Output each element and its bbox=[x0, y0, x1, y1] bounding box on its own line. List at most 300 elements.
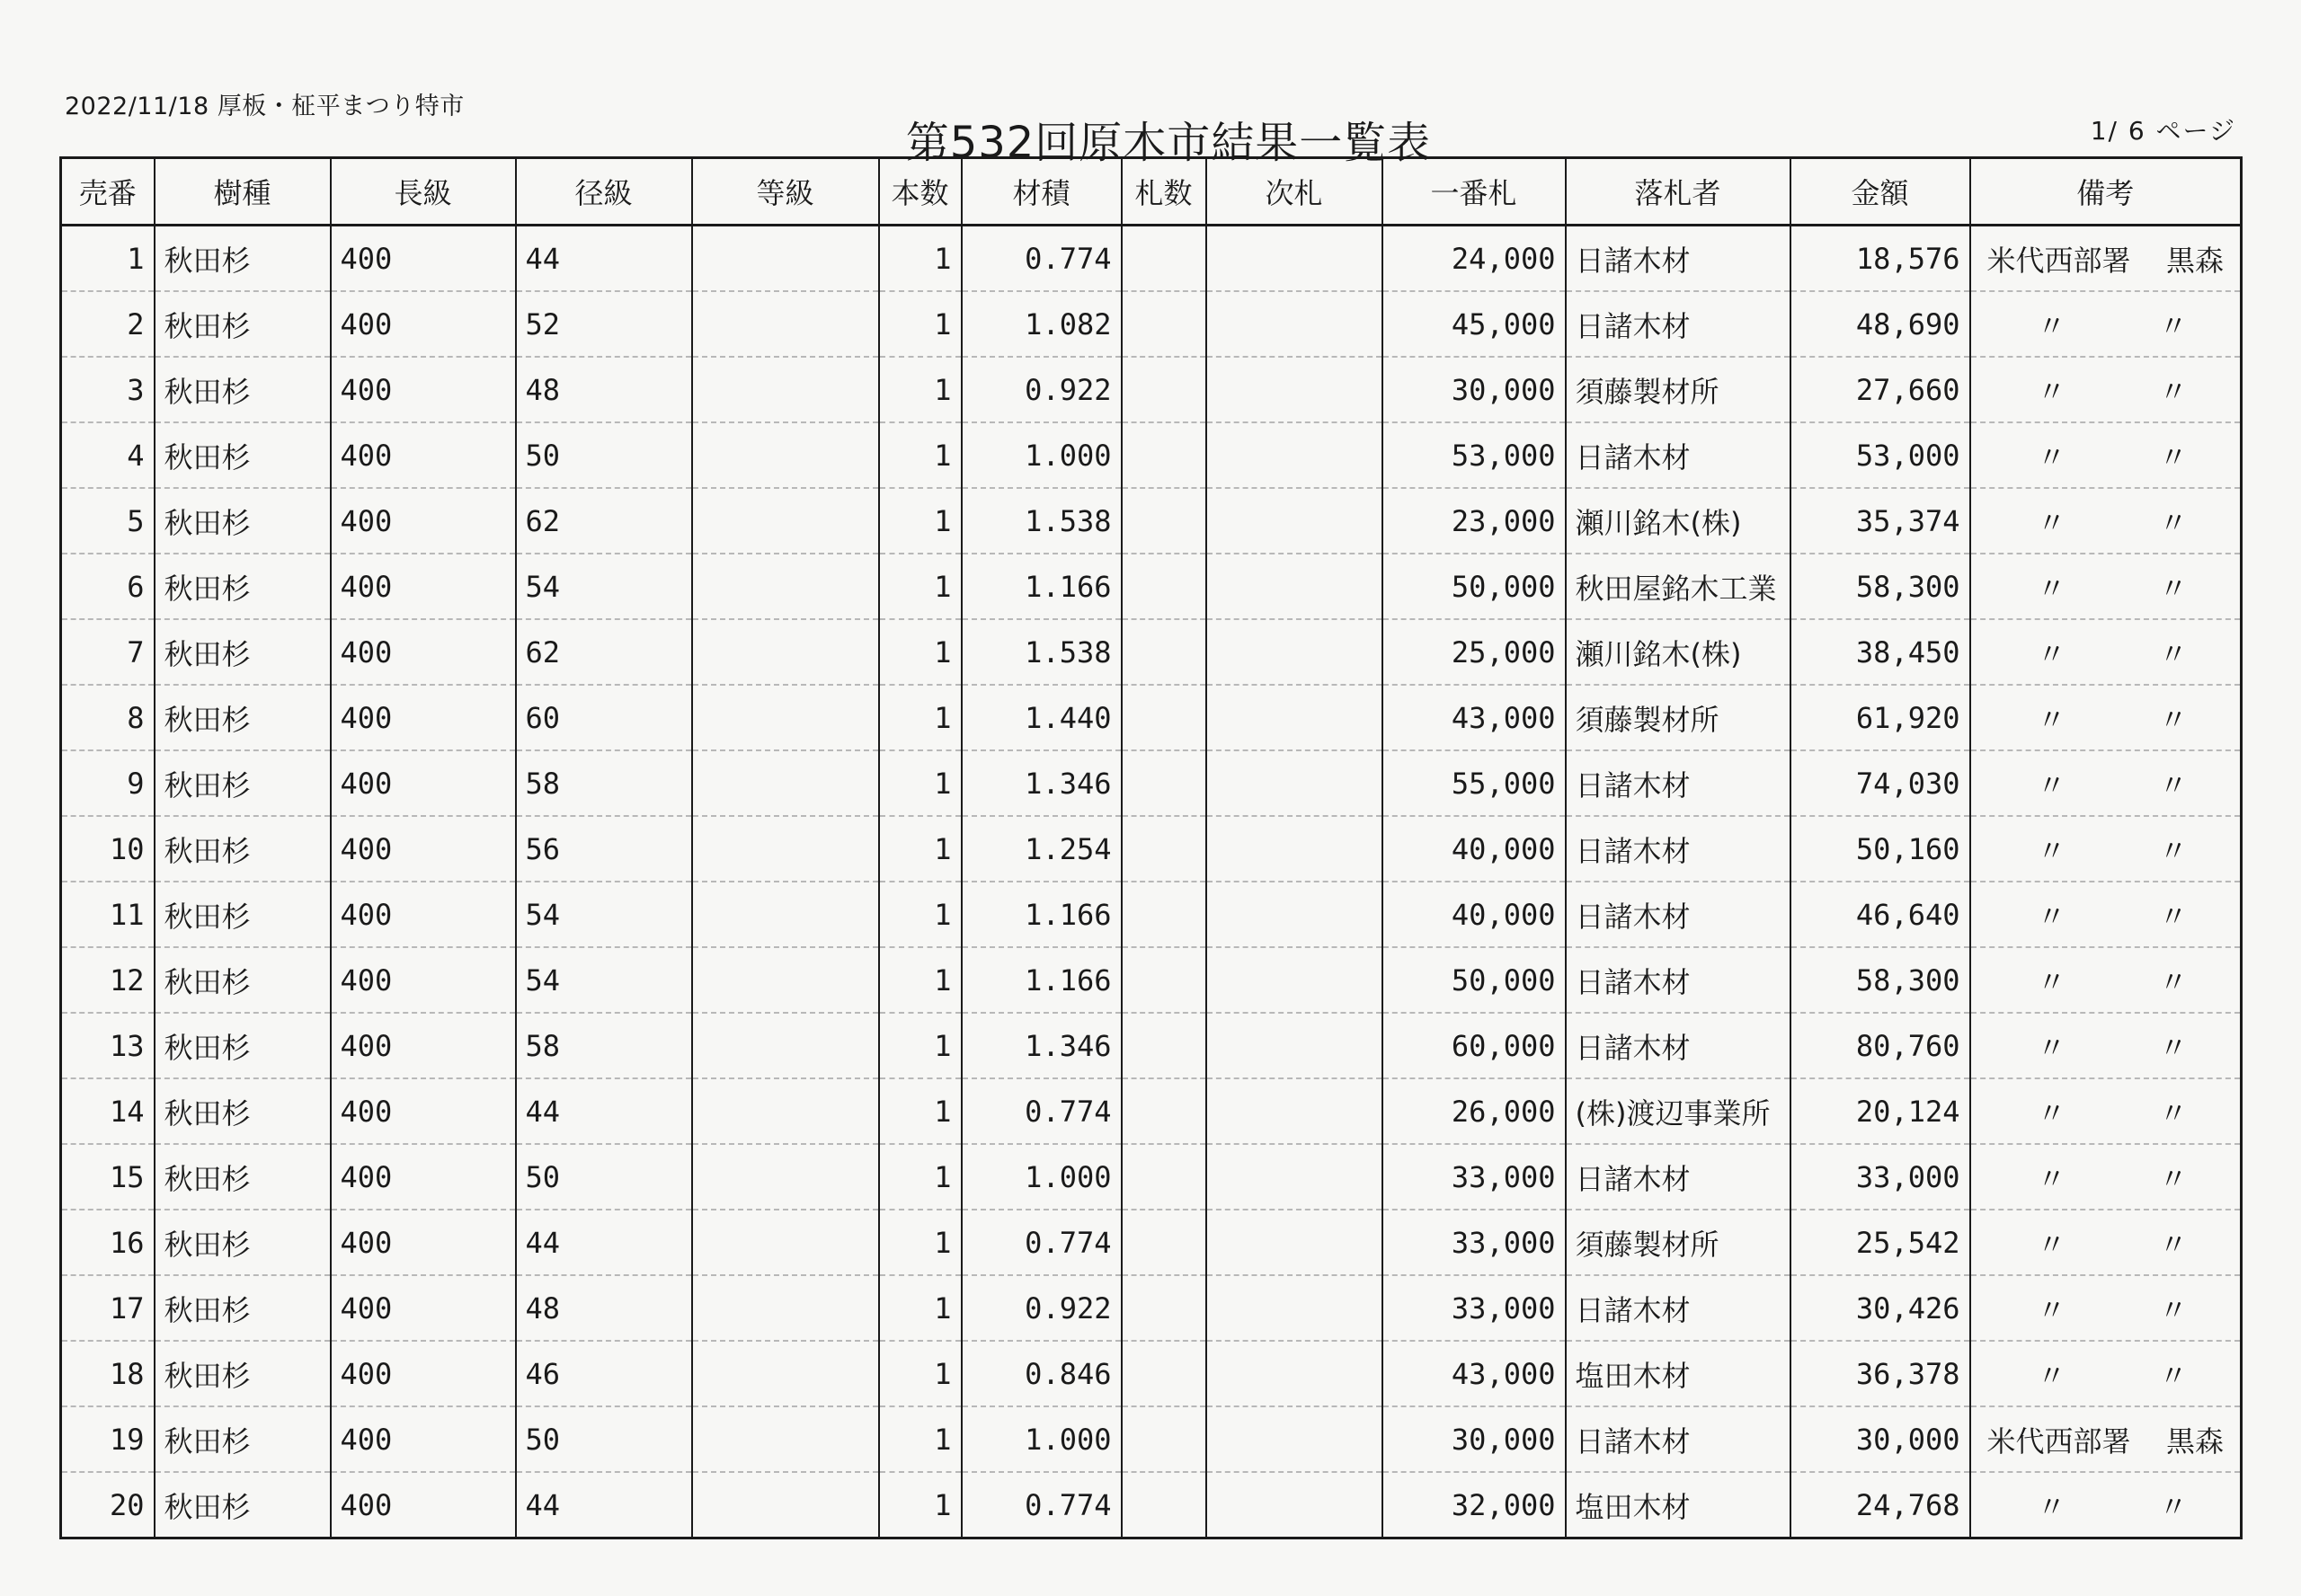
col-header-volume: 材積 bbox=[962, 158, 1122, 226]
col-header-bids: 札数 bbox=[1122, 158, 1206, 226]
grade-cell bbox=[692, 554, 879, 619]
species-cell: 秋田杉 bbox=[155, 1210, 331, 1275]
remarks-location: 〃 bbox=[2158, 1030, 2188, 1065]
top-bid-cell: 24,000 bbox=[1382, 226, 1566, 292]
remarks-location: 〃 bbox=[2158, 964, 2188, 999]
remarks-location: 〃 bbox=[2158, 1161, 2188, 1196]
buyer-cell: 塩田木材 bbox=[1566, 1472, 1790, 1538]
remarks-cell bbox=[1970, 947, 2242, 1013]
grade-cell bbox=[692, 488, 879, 554]
top-bid-cell: 33,000 bbox=[1382, 1210, 1566, 1275]
lot-no-cell: 5 bbox=[61, 488, 155, 554]
top-bid-cell: 50,000 bbox=[1382, 554, 1566, 619]
bids-cell bbox=[1122, 357, 1206, 422]
length-cell: 400 bbox=[331, 291, 516, 357]
bids-cell bbox=[1122, 1013, 1206, 1078]
diameter-cell: 44 bbox=[516, 1078, 692, 1144]
amount-cell: 20,124 bbox=[1790, 1078, 1970, 1144]
count-cell: 1 bbox=[879, 554, 962, 619]
remarks-group bbox=[1980, 1222, 2232, 1264]
top-bid-cell: 53,000 bbox=[1382, 422, 1566, 488]
buyer-cell: 日諸木材 bbox=[1566, 291, 1790, 357]
volume-cell: 1.166 bbox=[962, 947, 1122, 1013]
grade-cell bbox=[692, 1013, 879, 1078]
next-bid-cell bbox=[1206, 947, 1382, 1013]
remarks-group bbox=[1980, 566, 2232, 607]
remarks-location: 〃 bbox=[2158, 636, 2188, 671]
length-cell: 400 bbox=[331, 750, 516, 816]
diameter-cell: 58 bbox=[516, 750, 692, 816]
grade-cell bbox=[692, 1144, 879, 1210]
remarks-office: 〃 bbox=[2037, 1161, 2066, 1196]
volume-cell: 1.346 bbox=[962, 1013, 1122, 1078]
table-row bbox=[61, 1406, 2242, 1472]
next-bid-cell bbox=[1206, 1210, 1382, 1275]
amount-cell: 61,920 bbox=[1790, 685, 1970, 750]
volume-cell: 1.166 bbox=[962, 882, 1122, 947]
remarks-cell bbox=[1970, 1013, 2242, 1078]
count-cell: 1 bbox=[879, 422, 962, 488]
grade-cell bbox=[692, 1210, 879, 1275]
lot-no-cell: 13 bbox=[61, 1013, 155, 1078]
bids-cell bbox=[1122, 619, 1206, 685]
col-header-diameter: 径級 bbox=[516, 158, 692, 226]
amount-cell: 18,576 bbox=[1790, 226, 1970, 292]
remarks-cell bbox=[1970, 1078, 2242, 1144]
grade-cell bbox=[692, 357, 879, 422]
lot-no-cell: 11 bbox=[61, 882, 155, 947]
buyer-cell: 日諸木材 bbox=[1566, 947, 1790, 1013]
lot-no-cell: 10 bbox=[61, 816, 155, 882]
species-cell: 秋田杉 bbox=[155, 554, 331, 619]
count-cell: 1 bbox=[879, 226, 962, 292]
remarks-location: 〃 bbox=[2158, 1227, 2188, 1262]
top-bid-cell: 26,000 bbox=[1382, 1078, 1566, 1144]
amount-cell: 27,660 bbox=[1790, 357, 1970, 422]
species-cell: 秋田杉 bbox=[155, 685, 331, 750]
lot-no-cell: 6 bbox=[61, 554, 155, 619]
grade-cell bbox=[692, 1406, 879, 1472]
table-row bbox=[61, 619, 2242, 685]
remarks-cell bbox=[1970, 1341, 2242, 1406]
remarks-cell bbox=[1970, 357, 2242, 422]
bids-cell bbox=[1122, 1472, 1206, 1538]
bids-cell bbox=[1122, 750, 1206, 816]
next-bid-cell bbox=[1206, 1275, 1382, 1341]
count-cell: 1 bbox=[879, 291, 962, 357]
col-header-length: 長級 bbox=[331, 158, 516, 226]
length-cell: 400 bbox=[331, 685, 516, 750]
remarks-group bbox=[1980, 1025, 2232, 1067]
col-header-lot-no: 売番 bbox=[61, 158, 155, 226]
next-bid-cell bbox=[1206, 1078, 1382, 1144]
species-cell: 秋田杉 bbox=[155, 1013, 331, 1078]
length-cell: 400 bbox=[331, 488, 516, 554]
next-bid-cell bbox=[1206, 685, 1382, 750]
table-row bbox=[61, 816, 2242, 882]
remarks-location: 〃 bbox=[2158, 439, 2188, 474]
table-row bbox=[61, 1144, 2242, 1210]
remarks-location: 〃 bbox=[2158, 1489, 2188, 1524]
remarks-cell bbox=[1970, 1210, 2242, 1275]
top-bid-cell: 55,000 bbox=[1382, 750, 1566, 816]
table-row bbox=[61, 357, 2242, 422]
species-cell: 秋田杉 bbox=[155, 947, 331, 1013]
buyer-cell: 秋田屋銘木工業 bbox=[1566, 554, 1790, 619]
remarks-office: 〃 bbox=[2037, 702, 2066, 737]
species-cell: 秋田杉 bbox=[155, 1144, 331, 1210]
grade-cell bbox=[692, 1472, 879, 1538]
count-cell: 1 bbox=[879, 488, 962, 554]
remarks-location: 〃 bbox=[2158, 833, 2188, 868]
bids-cell bbox=[1122, 947, 1206, 1013]
diameter-cell: 48 bbox=[516, 357, 692, 422]
grade-cell bbox=[692, 226, 879, 292]
remarks-office: 〃 bbox=[2037, 374, 2066, 409]
amount-cell: 58,300 bbox=[1790, 554, 1970, 619]
amount-cell: 74,030 bbox=[1790, 750, 1970, 816]
species-cell: 秋田杉 bbox=[155, 357, 331, 422]
page-title: 第532回原木市結果一覧表 bbox=[905, 118, 1432, 168]
volume-cell: 1.254 bbox=[962, 816, 1122, 882]
lot-no-cell: 20 bbox=[109, 1487, 145, 1522]
buyer-cell: 塩田木材 bbox=[1566, 1341, 1790, 1406]
species-cell: 秋田杉 bbox=[155, 1472, 331, 1538]
diameter-cell: 62 bbox=[516, 488, 692, 554]
table-row bbox=[61, 1275, 2242, 1341]
remarks-cell bbox=[1970, 488, 2242, 554]
remarks-group bbox=[1980, 829, 2232, 870]
buyer-cell: 日諸木材 bbox=[1566, 226, 1790, 292]
results-table bbox=[59, 156, 2243, 1539]
lot-no-cell: 15 bbox=[61, 1144, 155, 1210]
bids-cell bbox=[1122, 554, 1206, 619]
remarks-location: 〃 bbox=[2158, 1095, 2188, 1130]
lot-no-cell: 7 bbox=[61, 619, 155, 685]
diameter-cell: 62 bbox=[516, 619, 692, 685]
count-cell: 1 bbox=[879, 1275, 962, 1341]
diameter-cell: 50 bbox=[516, 1144, 692, 1210]
remarks-cell bbox=[1970, 750, 2242, 816]
diameter-cell: 44 bbox=[516, 1472, 692, 1538]
lot-no-cell: 14 bbox=[61, 1078, 155, 1144]
col-header-count: 本数 bbox=[879, 158, 962, 226]
table-header-row bbox=[61, 158, 2242, 226]
volume-cell: 1.082 bbox=[962, 291, 1122, 357]
remarks-office: 〃 bbox=[2037, 505, 2066, 540]
amount-cell: 35,374 bbox=[1790, 488, 1970, 554]
col-header-amount: 金額 bbox=[1790, 158, 1970, 226]
amount-cell: 58,300 bbox=[1790, 947, 1970, 1013]
buyer-cell: 日諸木材 bbox=[1566, 816, 1790, 882]
next-bid-cell bbox=[1206, 422, 1382, 488]
volume-cell: 1.346 bbox=[962, 750, 1122, 816]
lot-no-cell: 16 bbox=[61, 1210, 155, 1275]
remarks-location: 〃 bbox=[2158, 505, 2188, 540]
bids-cell bbox=[1122, 1144, 1206, 1210]
remarks-office: 〃 bbox=[2037, 833, 2066, 868]
species-cell: 秋田杉 bbox=[155, 1275, 331, 1341]
col-header-top-bid: 一番札 bbox=[1382, 158, 1566, 226]
remarks-office: 〃 bbox=[2037, 636, 2066, 671]
table-row bbox=[61, 947, 2242, 1013]
buyer-cell: 須藤製材所 bbox=[1566, 1210, 1790, 1275]
count-cell: 1 bbox=[879, 947, 962, 1013]
top-bid-cell: 45,000 bbox=[1382, 291, 1566, 357]
volume-cell: 1.000 bbox=[962, 1144, 1122, 1210]
count-cell: 1 bbox=[879, 1406, 962, 1472]
remarks-cell bbox=[1970, 291, 2242, 357]
remarks-group bbox=[1980, 960, 2232, 1001]
length-cell: 400 bbox=[331, 554, 516, 619]
remarks-office: 〃 bbox=[2037, 1095, 2066, 1130]
diameter-cell: 46 bbox=[516, 1341, 692, 1406]
diameter-cell: 44 bbox=[516, 226, 692, 292]
table-row bbox=[61, 1013, 2242, 1078]
next-bid-cell bbox=[1206, 816, 1382, 882]
next-bid-cell bbox=[1206, 357, 1382, 422]
buyer-cell: 須藤製材所 bbox=[1566, 685, 1790, 750]
table-row bbox=[61, 685, 2242, 750]
bids-cell bbox=[1122, 816, 1206, 882]
remarks-office: 〃 bbox=[2037, 1030, 2066, 1065]
next-bid-cell bbox=[1206, 882, 1382, 947]
grade-cell bbox=[692, 619, 879, 685]
volume-cell: 0.846 bbox=[962, 1341, 1122, 1406]
remarks-office: 〃 bbox=[2037, 1489, 2066, 1524]
header-date-event: 2022/11/18 厚板・柾平まつり特市 bbox=[65, 93, 465, 120]
diameter-cell: 60 bbox=[516, 685, 692, 750]
diameter-cell: 50 bbox=[516, 422, 692, 488]
table-row bbox=[61, 1210, 2242, 1275]
buyer-cell: 日諸木材 bbox=[1566, 1275, 1790, 1341]
length-cell: 400 bbox=[331, 1472, 516, 1538]
buyer-cell: 日諸木材 bbox=[1566, 750, 1790, 816]
remarks-office: 米代西部署 bbox=[1986, 243, 2131, 278]
remarks-cell bbox=[1970, 1406, 2242, 1472]
remarks-location: 黒森 bbox=[2165, 1423, 2224, 1459]
grade-cell bbox=[692, 947, 879, 1013]
grade-cell bbox=[692, 750, 879, 816]
diameter-cell: 54 bbox=[516, 554, 692, 619]
remarks-group bbox=[1980, 1353, 2232, 1395]
bids-cell bbox=[1122, 882, 1206, 947]
remarks-group bbox=[1980, 763, 2232, 804]
top-bid-cell: 40,000 bbox=[1382, 816, 1566, 882]
next-bid-cell bbox=[1206, 1013, 1382, 1078]
count-cell: 1 bbox=[879, 1144, 962, 1210]
table-row bbox=[61, 882, 2242, 947]
count-cell: 1 bbox=[879, 750, 962, 816]
buyer-cell: 日諸木材 bbox=[1566, 882, 1790, 947]
volume-cell: 1.000 bbox=[962, 1406, 1122, 1472]
count-cell: 1 bbox=[879, 619, 962, 685]
lot-no-cell: 12 bbox=[61, 947, 155, 1013]
remarks-group bbox=[1980, 697, 2232, 739]
species-cell: 秋田杉 bbox=[155, 1078, 331, 1144]
length-cell: 400 bbox=[331, 226, 516, 292]
species-cell: 秋田杉 bbox=[155, 291, 331, 357]
count-cell: 1 bbox=[879, 1210, 962, 1275]
amount-cell: 53,000 bbox=[1790, 422, 1970, 488]
grade-cell bbox=[692, 1341, 879, 1406]
remarks-cell bbox=[1970, 685, 2242, 750]
count-cell: 1 bbox=[879, 882, 962, 947]
col-header-next-bid: 次札 bbox=[1206, 158, 1382, 226]
volume-cell: 1.538 bbox=[962, 488, 1122, 554]
remarks-location: 〃 bbox=[2158, 308, 2188, 343]
diameter-cell: 50 bbox=[516, 1406, 692, 1472]
volume-cell: 0.922 bbox=[962, 357, 1122, 422]
count-cell: 1 bbox=[879, 685, 962, 750]
top-bid-cell: 25,000 bbox=[1382, 619, 1566, 685]
amount-cell: 33,000 bbox=[1790, 1144, 1970, 1210]
species-cell: 秋田杉 bbox=[155, 1341, 331, 1406]
length-cell: 400 bbox=[331, 619, 516, 685]
next-bid-cell bbox=[1206, 291, 1382, 357]
remarks-location: 〃 bbox=[2158, 1292, 2188, 1327]
remarks-cell bbox=[1970, 619, 2242, 685]
next-bid-cell bbox=[1206, 1341, 1382, 1406]
species-cell: 秋田杉 bbox=[155, 750, 331, 816]
next-bid-cell bbox=[1206, 750, 1382, 816]
lot-no-cell: 9 bbox=[61, 750, 155, 816]
grade-cell bbox=[692, 291, 879, 357]
remarks-cell bbox=[1970, 816, 2242, 882]
buyer-cell: 日諸木材 bbox=[1566, 1406, 1790, 1472]
top-bid-cell: 33,000 bbox=[1382, 1144, 1566, 1210]
length-cell: 400 bbox=[331, 1210, 516, 1275]
remarks-location: 〃 bbox=[2158, 1358, 2188, 1393]
remarks-group bbox=[1980, 1091, 2232, 1132]
remarks-office: 〃 bbox=[2037, 964, 2066, 999]
bids-cell bbox=[1122, 1275, 1206, 1341]
top-bid-cell: 60,000 bbox=[1382, 1013, 1566, 1078]
amount-cell: 48,690 bbox=[1790, 291, 1970, 357]
col-header-grade: 等級 bbox=[692, 158, 879, 226]
top-bid-cell: 33,000 bbox=[1382, 1275, 1566, 1341]
remarks-group bbox=[1980, 632, 2232, 673]
lot-no-cell: 17 bbox=[61, 1275, 155, 1341]
volume-cell: 1.538 bbox=[962, 619, 1122, 685]
remarks-location: 〃 bbox=[2158, 899, 2188, 934]
lot-no-cell: 19 bbox=[61, 1406, 155, 1472]
col-header-remarks: 備考 bbox=[1970, 158, 2242, 226]
top-bid-cell: 43,000 bbox=[1382, 1341, 1566, 1406]
count-cell: 1 bbox=[879, 1341, 962, 1406]
top-bid-cell: 40,000 bbox=[1382, 882, 1566, 947]
next-bid-cell bbox=[1206, 554, 1382, 619]
length-cell: 400 bbox=[331, 882, 516, 947]
diameter-cell: 58 bbox=[516, 1013, 692, 1078]
species-cell: 秋田杉 bbox=[155, 816, 331, 882]
volume-cell: 1.000 bbox=[962, 422, 1122, 488]
remarks-group bbox=[1980, 1485, 2232, 1526]
grade-cell bbox=[692, 685, 879, 750]
next-bid-cell bbox=[1206, 488, 1382, 554]
remarks-location: 〃 bbox=[2158, 374, 2188, 409]
next-bid-cell bbox=[1206, 1472, 1382, 1538]
length-cell: 400 bbox=[331, 1275, 516, 1341]
remarks-location: 〃 bbox=[2158, 571, 2188, 606]
amount-cell: 80,760 bbox=[1790, 1013, 1970, 1078]
amount-cell: 30,426 bbox=[1790, 1275, 1970, 1341]
remarks-office: 〃 bbox=[2037, 1292, 2066, 1327]
lot-no-cell: 8 bbox=[61, 685, 155, 750]
remarks-cell bbox=[1970, 1144, 2242, 1210]
remarks-group bbox=[1980, 1288, 2232, 1329]
remarks-office: 〃 bbox=[2037, 767, 2066, 802]
lot-no-cell: 1 bbox=[61, 226, 155, 292]
remarks-location: 黒森 bbox=[2165, 243, 2224, 278]
lot-no-cell: 18 bbox=[61, 1341, 155, 1406]
remarks-group bbox=[1980, 894, 2232, 935]
diameter-cell: 48 bbox=[516, 1275, 692, 1341]
buyer-cell: 日諸木材 bbox=[1566, 1013, 1790, 1078]
grade-cell bbox=[692, 1275, 879, 1341]
table-row bbox=[61, 291, 2242, 357]
grade-cell bbox=[692, 816, 879, 882]
remarks-group bbox=[1980, 369, 2232, 411]
remarks-office: 米代西部署 bbox=[1986, 1423, 2131, 1459]
table-row bbox=[61, 488, 2242, 554]
volume-cell: 1.440 bbox=[962, 685, 1122, 750]
diameter-cell: 56 bbox=[516, 816, 692, 882]
amount-cell: 30,000 bbox=[1790, 1406, 1970, 1472]
remarks-location: 〃 bbox=[2158, 702, 2188, 737]
bids-cell bbox=[1122, 1406, 1206, 1472]
length-cell: 400 bbox=[331, 1078, 516, 1144]
species-cell: 秋田杉 bbox=[155, 226, 331, 292]
remarks-group bbox=[1980, 304, 2232, 345]
bids-cell bbox=[1122, 685, 1206, 750]
volume-cell: 0.774 bbox=[962, 226, 1122, 292]
species-cell: 秋田杉 bbox=[155, 422, 331, 488]
buyer-cell: 瀬川銘木(株) bbox=[1566, 488, 1790, 554]
table-row bbox=[61, 554, 2242, 619]
volume-cell: 0.774 bbox=[962, 1472, 1122, 1538]
bids-cell bbox=[1122, 422, 1206, 488]
next-bid-cell bbox=[1206, 1406, 1382, 1472]
species-cell: 秋田杉 bbox=[155, 1406, 331, 1472]
next-bid-cell bbox=[1206, 619, 1382, 685]
lot-no-cell: 4 bbox=[61, 422, 155, 488]
top-bid-cell: 30,000 bbox=[1382, 357, 1566, 422]
page-number: 1/ 6 ページ bbox=[2090, 116, 2236, 146]
bids-cell bbox=[1122, 226, 1206, 292]
amount-cell: 24,768 bbox=[1790, 1472, 1970, 1538]
table-row bbox=[61, 750, 2242, 816]
length-cell: 400 bbox=[331, 1341, 516, 1406]
grade-cell bbox=[692, 422, 879, 488]
remarks-cell bbox=[1970, 226, 2242, 292]
count-cell: 1 bbox=[879, 1078, 962, 1144]
bids-cell bbox=[1122, 488, 1206, 554]
length-cell: 400 bbox=[331, 422, 516, 488]
remarks-group bbox=[1980, 501, 2232, 542]
volume-cell: 0.922 bbox=[962, 1275, 1122, 1341]
remarks-location: 〃 bbox=[2158, 767, 2188, 802]
table-row bbox=[61, 422, 2242, 488]
remarks-group bbox=[1980, 238, 2232, 279]
remarks-group bbox=[1980, 435, 2232, 476]
remarks-office: 〃 bbox=[2037, 1227, 2066, 1262]
bids-cell bbox=[1122, 1078, 1206, 1144]
buyer-cell: (株)渡辺事業所 bbox=[1566, 1078, 1790, 1144]
diameter-cell: 54 bbox=[516, 882, 692, 947]
lot-no-cell: 3 bbox=[61, 357, 155, 422]
buyer-cell: 日諸木材 bbox=[1566, 1144, 1790, 1210]
